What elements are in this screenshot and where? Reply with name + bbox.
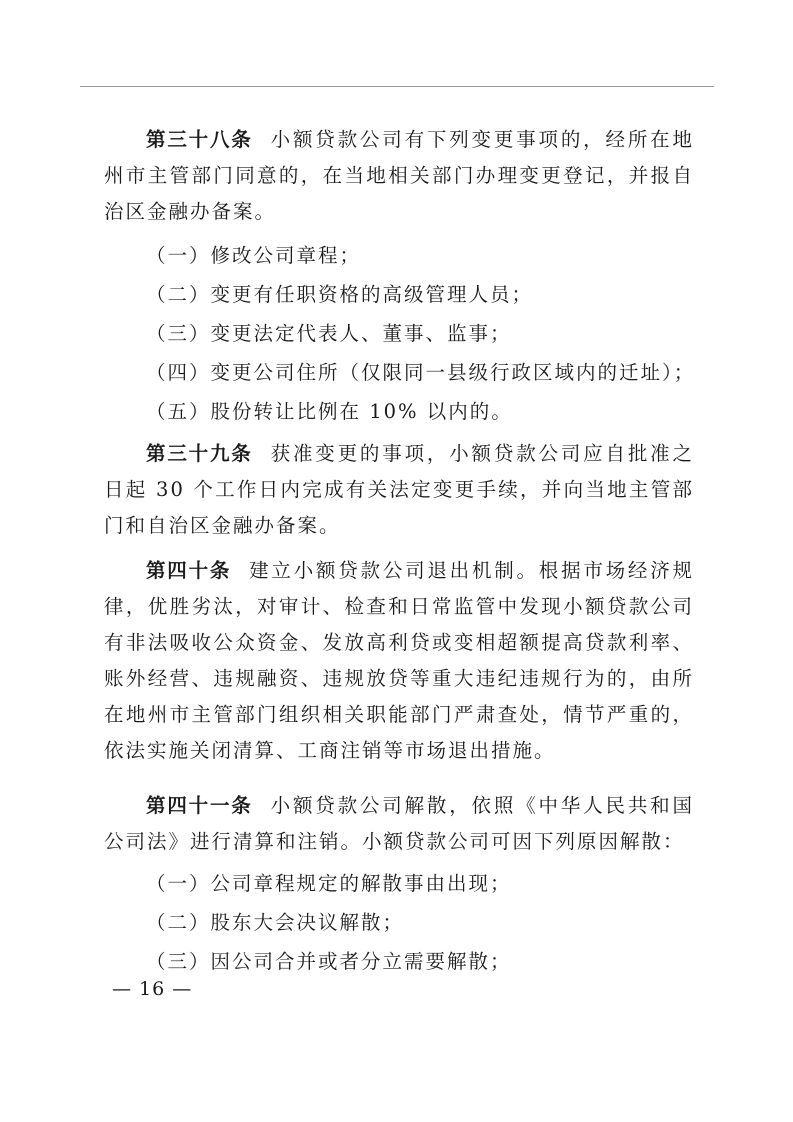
article-41-label: 第四十一条 [146,794,253,817]
article-38-label: 第三十八条 [146,128,253,151]
article-40-label: 第四十条 [146,559,232,582]
article-38-item-3: （三）变更法定代表人、董事、监事； [146,322,512,345]
article-41-item-3: （三）因公司合并或者分立需要解散； [146,950,512,973]
article-39-text: 获准变更的事项，小额贷款公司应自批准之日起 30 个工作日内完成有关法定变更手续，并向当地主管部门和自治区金融办备案。 [104,442,694,537]
article-38-item-2: （二）变更有任职资格的高级管理人员； [146,283,534,306]
article-38-paragraph [104,122,694,230]
article-40-text: 建立小额贷款公司退出机制。根据市场经济规律，优胜劣汰，对审计、检查和日常监管中发现小额贷款公司有非法吸收公众资金、发放高利贷或变相超额提高贷款利率、账外经营、违规融资、违规放贷等重大违纪违规行为的，由所在地州市主管部门组织相关职能部门严肃查处，情节严重的，依法实施关闭清算、工商注销等市场退出措施。 [104,559,694,762]
article-38-text: 小额贷款公司有下列变更事项的，经所在地州市主管部门同意的，在当地相关部门办理变更登记，并报自治区金融办备案。 [104,128,694,223]
article-41-item-1: （一）公司章程规定的解散事由出现； [146,872,512,895]
article-39-paragraph [104,436,694,544]
page-number: — 16 — [112,978,193,1000]
article-41-paragraph [104,788,694,860]
article-39-label: 第三十九条 [146,442,253,465]
article-38-item-4: （四）变更公司住所（仅限同一县级行政区域内的迁址）； [146,361,696,384]
article-40-paragraph [104,553,694,769]
article-41-item-2: （二）股东大会决议解散； [146,911,405,934]
article-41-text: 小额贷款公司解散，依照《中华人民共和国公司法》进行清算和注销。小额贷款公司可因下列原因解散： [104,794,694,853]
article-38-item-1: （一）修改公司章程； [146,244,362,267]
header-rule [80,86,714,87]
article-38-item-5: （五）股份转让比例在 10% 以内的。 [146,400,513,423]
